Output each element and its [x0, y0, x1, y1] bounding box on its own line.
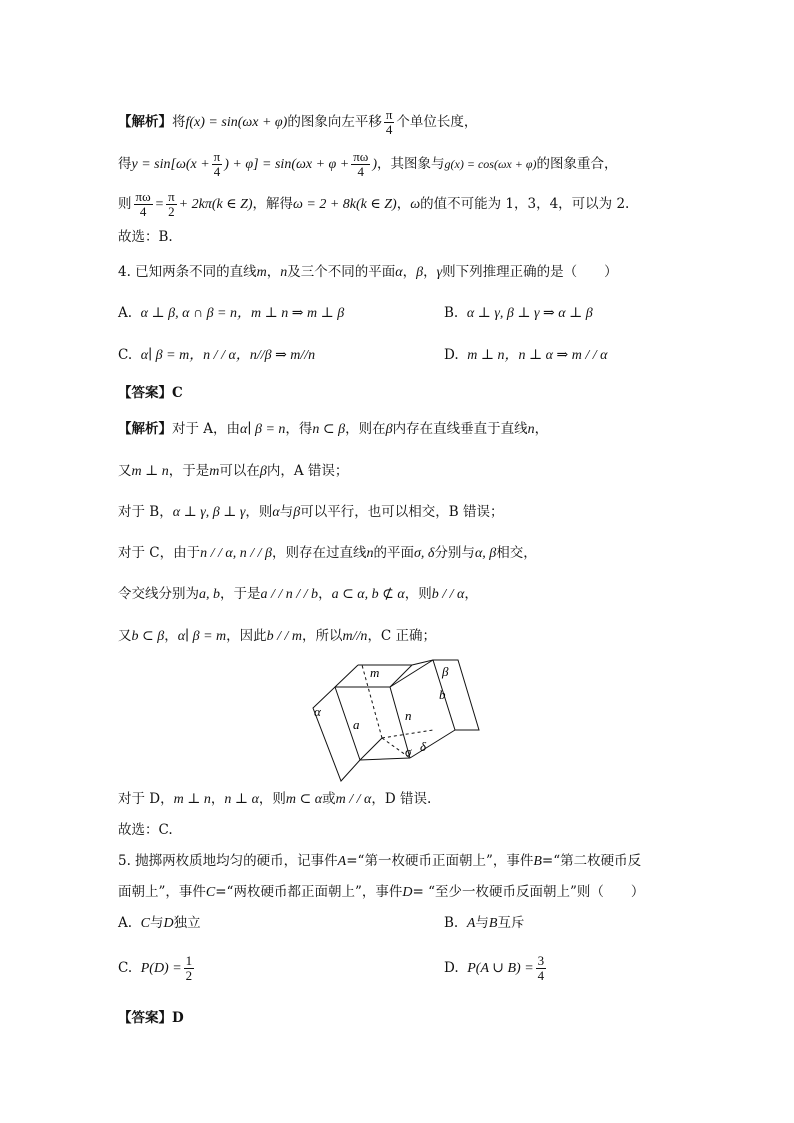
- q5-option-d: D. P(A ∪ B) = $\frac{3}{4}$: [444, 953, 545, 983]
- q4-option-a: A. α ⊥ β, α ∩ β = n，m ⊥ n ⇒ m ⊥ β: [118, 305, 345, 321]
- label-b: b: [439, 687, 446, 702]
- q4-stem: 4. 已知两条不同的直线m，n及三个不同的平面α，β，γ则下列推理正确的是（ ）: [118, 264, 618, 280]
- fraction: $\frac{\pi\omega}{4}$: [135, 189, 151, 219]
- fraction: $\frac{\pi}{4}$: [213, 149, 221, 179]
- q5-option-b: B. A与B互斥: [444, 915, 525, 931]
- q4-answer: 【答案】C: [118, 385, 183, 401]
- fraction: $\frac{1}{2}$: [185, 953, 193, 983]
- label-a: a: [353, 717, 360, 732]
- label-beta: β: [442, 664, 449, 679]
- planes-figure: [300, 652, 490, 784]
- q4-solution-line-4: 对于 C，由于n / / α, n / / β，则存在过直线n的平面σ, δ分别与α, β相交，: [118, 545, 537, 561]
- q4-conclusion: 故选：C.: [118, 822, 173, 838]
- prev-solution-line-2: 得y = sin[ω(x + $\frac{\pi}{4}$ ) + φ] = sin(ωx + φ + $\frac{\pi\omega}{4}$ )，其图象与g(x) = cos(ωx + φ)的图象重合，: [118, 149, 618, 179]
- q4-option-b: B. α ⊥ γ, β ⊥ γ ⇒ α ⊥ β: [444, 305, 593, 321]
- label-alpha: α: [314, 704, 321, 719]
- q4-solution-line-6: 又b ⊂ β，α∣ β = m，因此b / / m，所以m//n，C 正确；: [118, 628, 437, 644]
- label-n: n: [405, 708, 412, 723]
- label-delta: δ: [420, 739, 427, 754]
- solution-label: 【解析】: [118, 114, 172, 130]
- label-sigma: σ: [405, 744, 412, 759]
- fraction: $\frac{3}{4}$: [537, 953, 545, 983]
- q5-stem-line-1: 5. 抛掷两枚质地均匀的硬币，记事件A=“第一枚硬币正面朝上”，事件B=“第二枚硬币反: [118, 853, 642, 869]
- q4-solution-line-5: 令交线分别为a, b，于是a / / n / / b，a ⊂ α, b ⊄ α，则b / / α，: [118, 586, 478, 602]
- prev-solution-line-1: 【解析】将f(x) = sin(ωx + φ)的图象向左平移 $\frac{\pi}{4}$ 个单位长度，: [118, 107, 478, 137]
- label-m: m: [370, 665, 380, 680]
- plane-alpha: [313, 687, 360, 781]
- fraction: $\frac{\pi\omega}{4}$: [353, 149, 369, 179]
- q4-solution-line-2: 又m ⊥ n，于是m可以在β内，A 错误；: [118, 463, 349, 479]
- q4-solution-line-1: 【解析】对于 A，由α∣ β = n，得n ⊂ β，则在β内存在直线垂直于直线n，: [118, 421, 549, 437]
- q4-option-d: D. m ⊥ n，n ⊥ α ⇒ m / / α: [444, 347, 608, 363]
- q5-stem-line-2: 面朝上”，事件C=“两枚硬币都正面朝上”，事件D= “至少一枚硬币反面朝上”则（ ）: [118, 884, 645, 900]
- q5-option-c: C. P(D) = $\frac{1}{2}$: [118, 953, 193, 983]
- q4-solution-line-7: 对于 D，m ⊥ n，n ⊥ α，则m ⊂ α或m / / α，D 错误.: [118, 791, 432, 807]
- q5-answer: 【答案】D: [118, 1010, 184, 1026]
- fraction: $\frac{\pi}{4}$: [385, 107, 393, 137]
- q4-option-c: C. α∣ β = m，n / / α，n//β ⇒ m//n: [118, 347, 316, 363]
- q4-solution-line-3: 对于 B，α ⊥ γ, β ⊥ γ，则α与β可以平行，也可以相交，B 错误；: [118, 504, 504, 520]
- fraction: $\frac{\pi}{2}$: [168, 189, 175, 219]
- prev-conclusion: 故选：B.: [118, 229, 173, 245]
- q5-option-a: A. C与D独立: [118, 915, 201, 931]
- prev-solution-line-3: 则 $\frac{\pi\omega}{4}$ = $\frac{\pi}{2}$ + 2kπ(k ∈ Z)，解得ω = 2 + 8k(k ∈ Z)，ω的值不可能为 1，3，4，可以为 2.: [118, 189, 630, 219]
